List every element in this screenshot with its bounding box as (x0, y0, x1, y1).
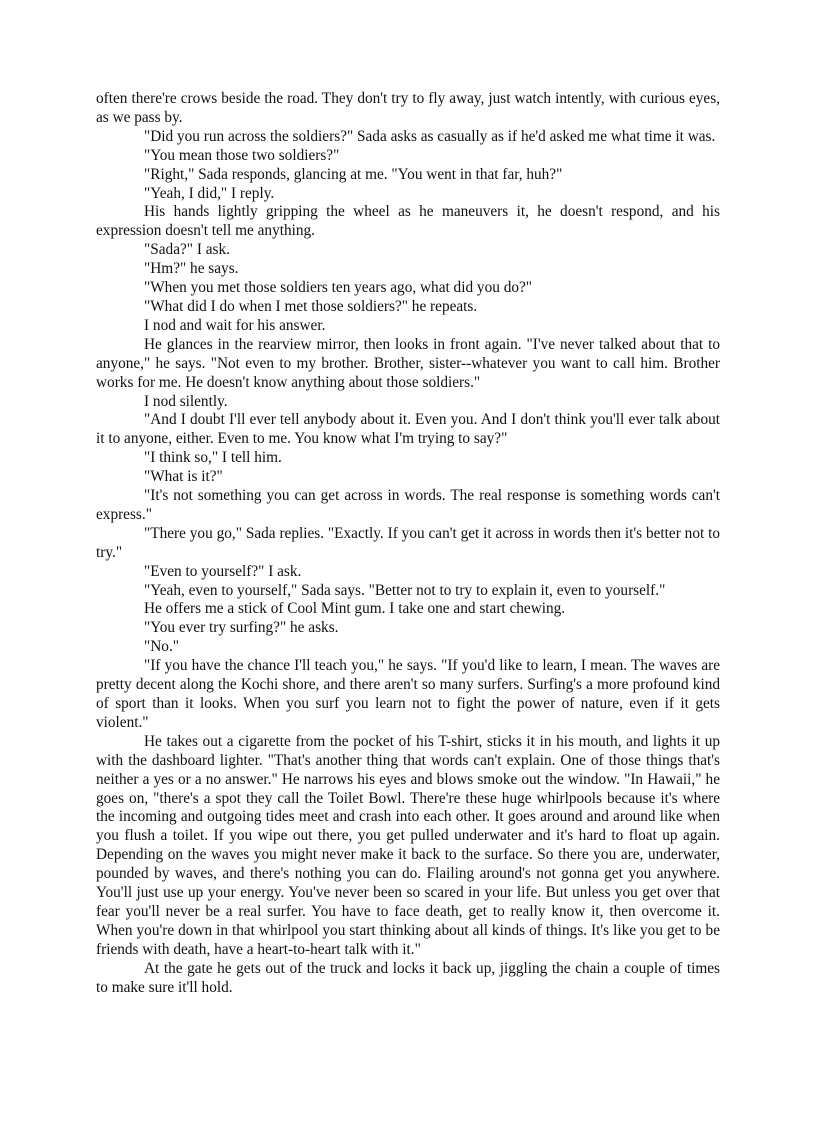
paragraph: "You mean those two soldiers?" (144, 146, 340, 164)
paragraph: "Did you run across the soldiers?" Sada asks as casually as if he'd asked me what time it was. (144, 127, 716, 145)
paragraph: "It's not something you can get across in words. The real response is something words can't express." (96, 487, 720, 523)
paragraph: "What is it?" (144, 468, 223, 486)
paragraph: "You ever try surfing?" he asks. (144, 619, 339, 637)
document-page (96, 90, 720, 998)
paragraph: "And I doubt I'll ever tell anybody about it. Even you. And I don't think you'll ever talk about it to anyone, either. Even to me. You know what I'm trying to say?" (96, 411, 720, 448)
paragraph: His hands lightly gripping the wheel as he maneuvers it, he doesn't respond, and his expression doesn't tell me anything. (96, 203, 720, 240)
paragraph: "I think so," I tell him. (144, 449, 282, 467)
paragraph: I nod and wait for his answer. (144, 316, 326, 334)
paragraph: He offers me a stick of Cool Mint gum. I take one and start chewing. (144, 600, 566, 618)
paragraph: "No." (144, 638, 180, 656)
paragraph: "There you go," Sada replies. "Exactly. If you can't get it across in words then it's better not to try." (96, 524, 720, 561)
paragraph: "What did I do when I met those soldiers?" he repeats. (144, 297, 478, 315)
paragraph: "Right," Sada responds, glancing at me. "You went in that far, huh?" (144, 165, 563, 183)
paragraph: "Even to yourself?" I ask. (144, 562, 302, 580)
paragraph: "Yeah, I did," I reply. (144, 184, 275, 202)
paragraph: "Hm?" he says. (144, 260, 239, 278)
paragraph: At the gate he gets out of the truck and locks it back up, jiggling the chain a couple of times to make sure it'll hold. (96, 959, 720, 996)
paragraph: "When you met those soldiers ten years ago, what did you do?" (144, 279, 533, 297)
paragraph: often there're crows beside the road. They don't try to fly away, just watch intently, with curious eyes, as we pass by. (96, 90, 720, 126)
paragraph: I nod silently. (144, 392, 228, 410)
paragraph: "If you have the chance I'll teach you," he says. "If you'd like to learn, I mean. The waves are pretty decent along the Kochi shore, and there aren't so many surfers. Surfing's a more profound kind of sport than it looks. When you surf you learn not to fight the power of nature, even if it gets violent." (96, 657, 720, 731)
paragraph: "Yeah, even to yourself," Sada says. "Better not to try to explain it, even to yourself." (144, 581, 666, 599)
paragraph: He glances in the rearview mirror, then looks in front again. "I've never talked about that to anyone," he says. "Not even to my brother. Brother, sister--whatever you want to call him. Brother works for me. He doesn't know anything about those soldiers." (96, 335, 720, 391)
paragraph: He takes out a cigarette from the pocket of his T-shirt, sticks it in his mouth, and lights it up with the dashboard lighter. "That's another thing that words can't explain. One of those things that's neither a yes or a no answer." He narrows his eyes and blows smoke out the window. "In Hawaii," he goes on, "there's a spot they call the Toilet Bowl. There're these huge whirlpools because it's where the incoming and outgoing tides meet and crash into each other. It goes around and around like when you flush a toilet. If you wipe out there, you get pulled underwater and it's hard to float up again. Depending on the waves you might never make it back to the surface. So there you are, underwater, pounded by waves, and there's nothing you can do. Flailing around's not gonna get you anywhere. You'll just use up your energy. You've never been so scared in your life. But unless you get over that fear you'll never be a real surfer. You have to face death, get to really know it, then overcome it. When you're down in that whirlpool you start thinking about all kinds of things. It's like you get to be friends with death, have a heart-to-heart talk with it." (96, 732, 720, 958)
paragraph: "Sada?" I ask. (144, 241, 230, 259)
